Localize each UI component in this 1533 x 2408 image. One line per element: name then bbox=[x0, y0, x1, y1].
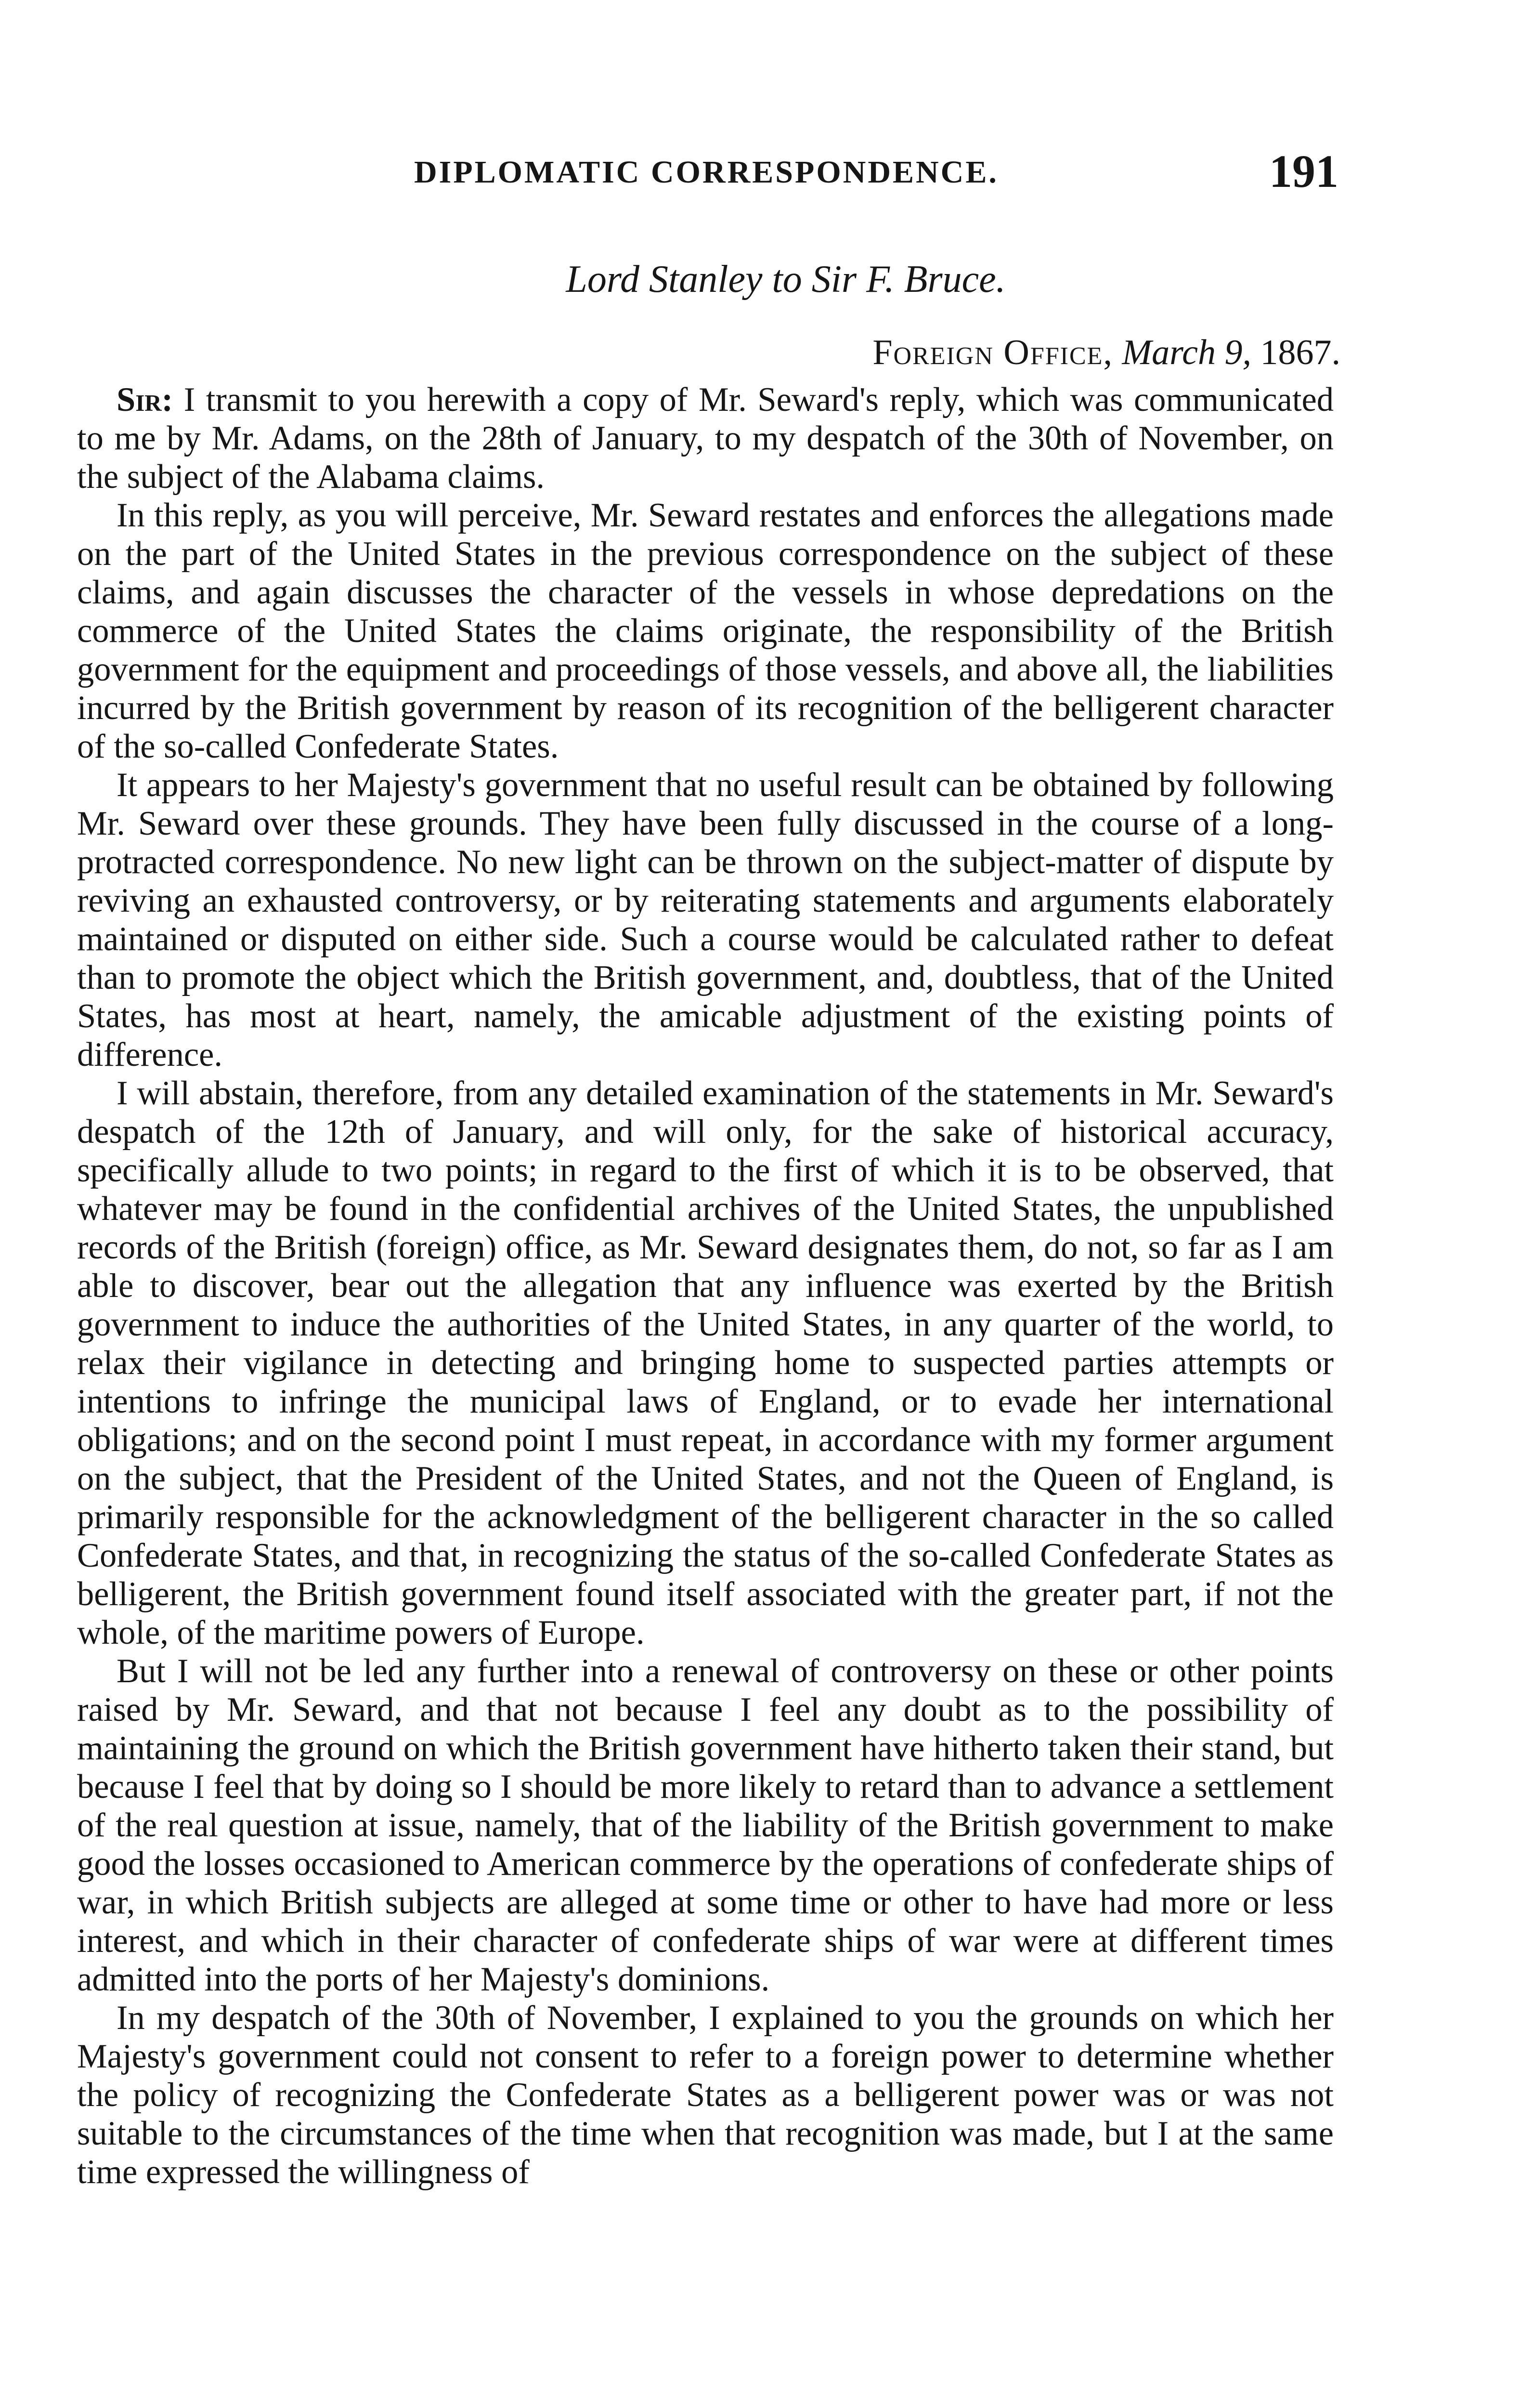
paragraph-6: In my despatch of the 30th of November, I explained to you the grounds on which her Majesty's government could not consent to refer to a foreign power to determine whether the policy of recognizing the Confederate States as a belligerent power was or was not suitable to the circumstances of the time when that recognition was made, but I at the same time expressed the willingness of bbox=[77, 1999, 1334, 2191]
paragraph-4: I will abstain, therefore, from any detailed examination of the statements in Mr. Seward's despatch of the 12th of January, and will only, for the sake of historical accuracy, specifically allude to two points; in regard to the first of which it is to be observed, that whatever may be found in the confidential archives of the United States, the unpublished records of the British (foreign) office, as Mr. Seward designates them, do not, so far as I am able to discover, bear out the allegation that any influence was exerted by the British government to induce the authorities of the United States, in any quarter of the world, to relax their vigilance in detecting and bringing home to suspected parties attempts or intentions to infringe the municipal laws of England, or to evade her international obligations; and on the second point I must repeat, in accordance with my former argument on the subject, that the President of the United States, and not the Queen of England, is primarily responsible for the acknowledgment of the belligerent character in the so called Confederate States, and that, in recognizing the status of the so-called Confederate States as belligerent, the British government found itself associated with the greater part, if not the whole, of the maritime powers of Europe. bbox=[77, 1074, 1334, 1651]
page-number: 191 bbox=[1269, 145, 1338, 197]
paragraph-2: In this reply, as you will perceive, Mr. Seward restates and enforces the allegations made on the part of the United States in the previous correspondence on the subject of these claims, and again discusses the character of the vessels in whose depredations on the commerce of the United States the claims originate, the responsibility of the British government for the equipment and proceedings of those vessels, and above all, the liabilities incurred by the British government by reason of its recognition of the belligerent character of the so-called Confederate States. bbox=[77, 497, 1334, 765]
paragraph-text: I transmit to you herewith a copy of Mr. Seward's reply, which was communicated to me by Mr. Adams, on the 28th of January, to my despatch of the 30th of November, on the subject of the Alabama claims. bbox=[77, 381, 1334, 496]
dateline bbox=[872, 332, 1340, 373]
dateline-month-day: March 9, bbox=[1122, 333, 1251, 372]
page-header bbox=[77, 144, 1338, 202]
paragraph-3: It appears to her Majesty's government that no useful result can be obtained by following Mr. Seward over these grounds. They have been fully discussed in the course of a long-protracted correspondence. No new light can be thrown on the subject-matter of dispute by reviving an exhausted controversy, or by reiterating statements and arguments elaborately maintained or disputed on either side. Such a course would be calculated rather to defeat than to promote the object which the British government, and, doubtless, that of the United States, has most at heart, namely, the amicable adjustment of the existing points of difference. bbox=[77, 766, 1334, 1073]
dateline-year: 1867. bbox=[1260, 333, 1340, 372]
letter-title: Lord Stanley to Sir F. Bruce. bbox=[566, 258, 1006, 301]
paragraph-5: But I will not be led any further into a renewal of controversy on these or other points raised by Mr. Seward, and that not because I feel any doubt as to the possibility of maintaining the ground on which the British government have hitherto taken their stand, but because I feel that by doing so I should be more likely to retard than to advance a settlement of the real question at issue, namely, that of the liability of the British government to make good the losses occasioned to American commerce by the operations of confederate ships of war, in which British subjects are alleged at some time or other to have had more or less interest, and which in their character of confederate ships of war were at different times admitted into the ports of her Majesty's dominions. bbox=[77, 1652, 1334, 1998]
letter-body bbox=[77, 380, 1334, 2191]
running-head: DIPLOMATIC CORRESPONDENCE. bbox=[414, 155, 999, 190]
salutation: Sir: bbox=[117, 381, 173, 419]
dateline-office: Foreign Office, bbox=[872, 333, 1113, 372]
paragraph-1 bbox=[77, 380, 1334, 496]
